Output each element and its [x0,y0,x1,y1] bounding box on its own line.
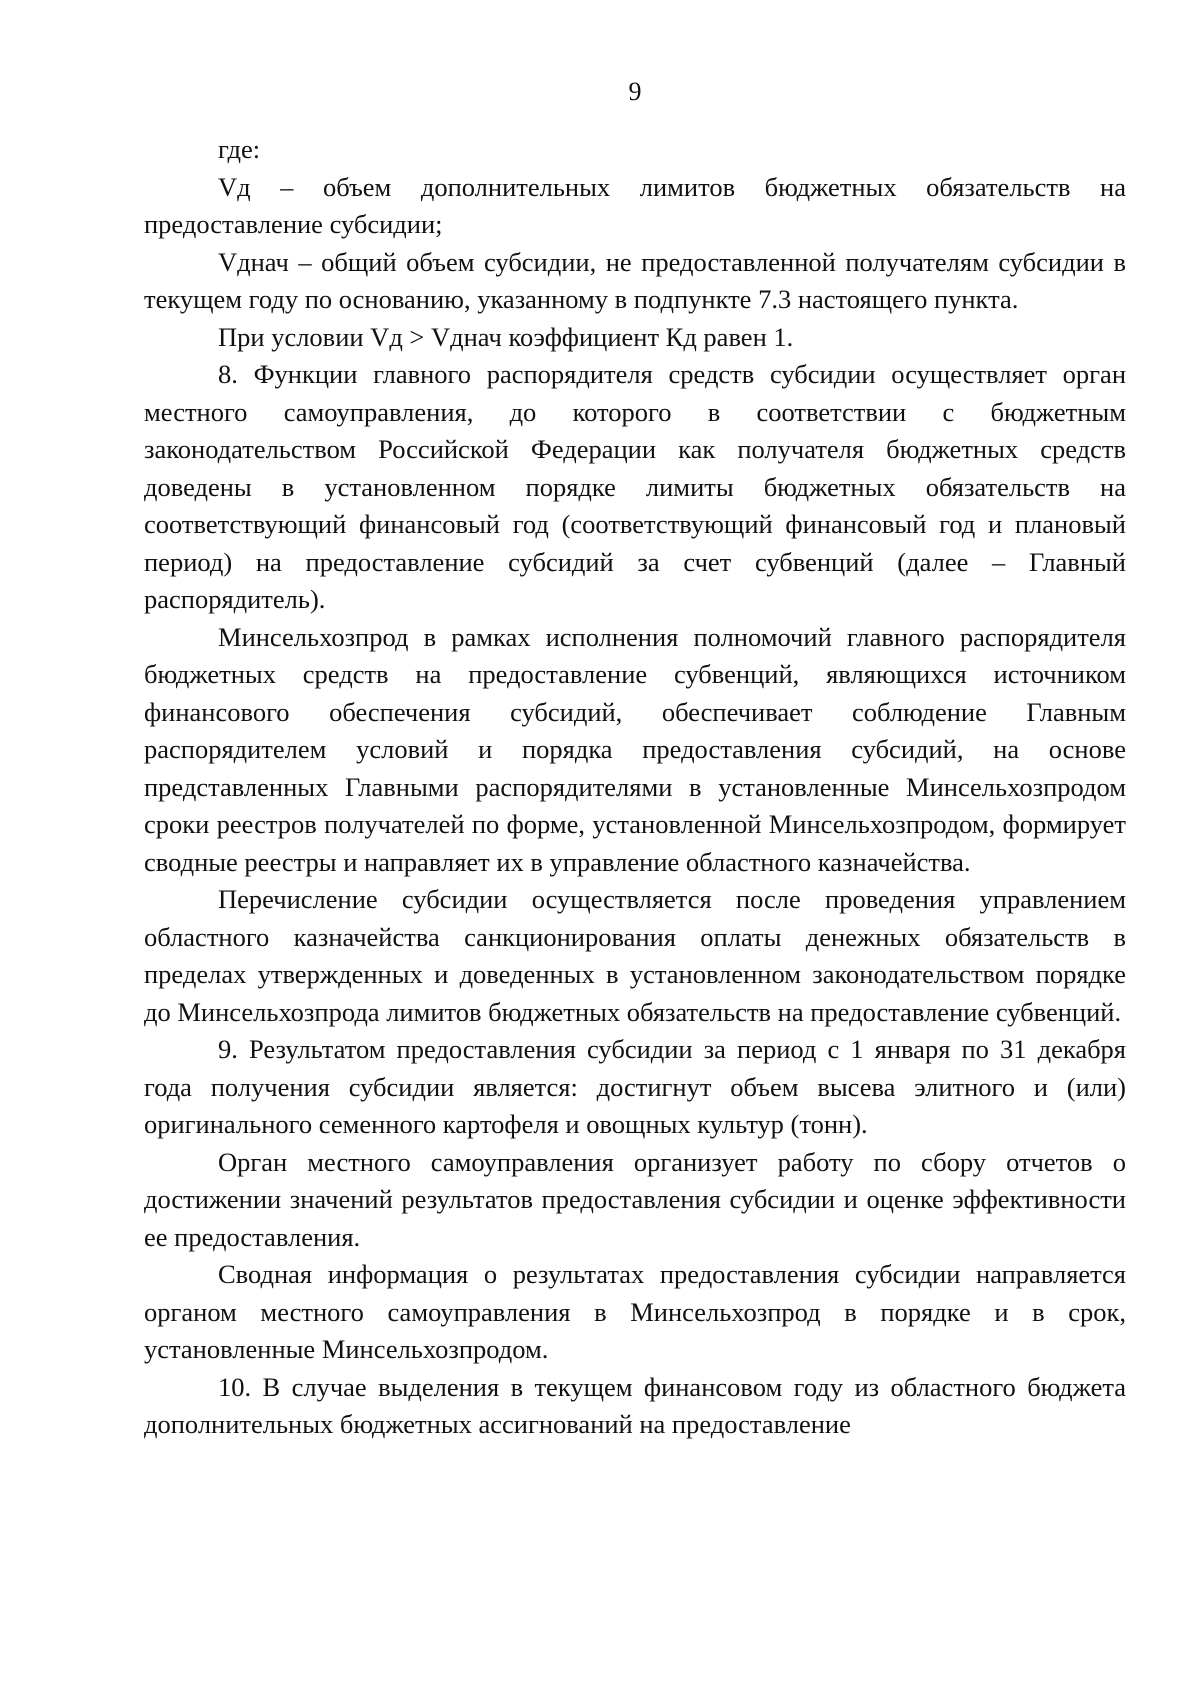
paragraph-summary-info: Сводная информация о результатах предоставления субсидии направляется органом местного самоуправления в Минсельхозпрод в порядке и в срок, установленные Минсельхозпродом. [144,1259,1126,1364]
paragraph-item-8: 8. Функции главного распорядителя средств субсидии осуществляет орган местного самоуправления, до которого в соответствии с бюджетным законодательством Российской Федерации как получателя бюджетных средств доведены в установленном порядке лимиты бюджетных обязательств на соответствующий финансовый год (соответствующий финансовый год и плановый период) на предоставление субсидий за счет субвенций (далее – Главный распорядитель). [144,359,1126,614]
page-number: 9 [628,77,642,106]
paragraph-transfer: Перечисление субсидии осуществляется после проведения управлением областного казначейства санкционирования оплаты денежных обязательств в пределах утвержденных и доведенных в установленном законодательством порядке до Минсельхозпрода лимитов бюджетных обязательств на предоставление субвенций. [144,884,1126,1027]
document-body [144,131,1126,1444]
paragraph-where: где: [218,134,261,164]
paragraph-vdnach-definition: Vднач – общий объем субсидии, не предоставленной получателям субсидии в текущем году по основанию, указанному в подпункте 7.3 настоящего пункта. [144,246,1126,314]
paragraph-item-9: 9. Результатом предоставления субсидии за период с 1 января по 31 декабря года получения субсидии является: достигнут объем высева элитного и (или) оригинального семенного картофеля и овощных культур (тонн). [144,1034,1126,1139]
paragraph-reports: Орган местного самоуправления организует работу по сбору отчетов о достижении значений результатов предоставления субсидии и оценке эффективности ее предоставления. [144,1146,1126,1252]
paragraph-item-10: 10. В случае выделения в текущем финансовом году из областного бюджета дополнительных бюджетных ассигнований на предоставление [144,1371,1126,1439]
paragraph-vd-definition: Vд – объем дополнительных лимитов бюджетных обязательств на предоставление субсидии; [144,171,1126,239]
paragraph-condition: При условии Vд > Vднач коэффициент Кд равен 1. [218,321,794,352]
paragraph-minselkhozprod-powers: Минсельхозпрод в рамках исполнения полномочий главного распорядителя бюджетных средств на предоставление субвенций, являющихся источником финансового обеспечения субсидий, обеспечивает соблюдение Главным распорядителем условий и порядка предоставления субсидий, на основе представленных Главными распорядителями в установленные Минсельхозпродом сроки реестров получателей по форме, установленной Минсельхозпродом, формирует сводные реестры и направляет их в управление областного казначейства. [144,621,1126,877]
